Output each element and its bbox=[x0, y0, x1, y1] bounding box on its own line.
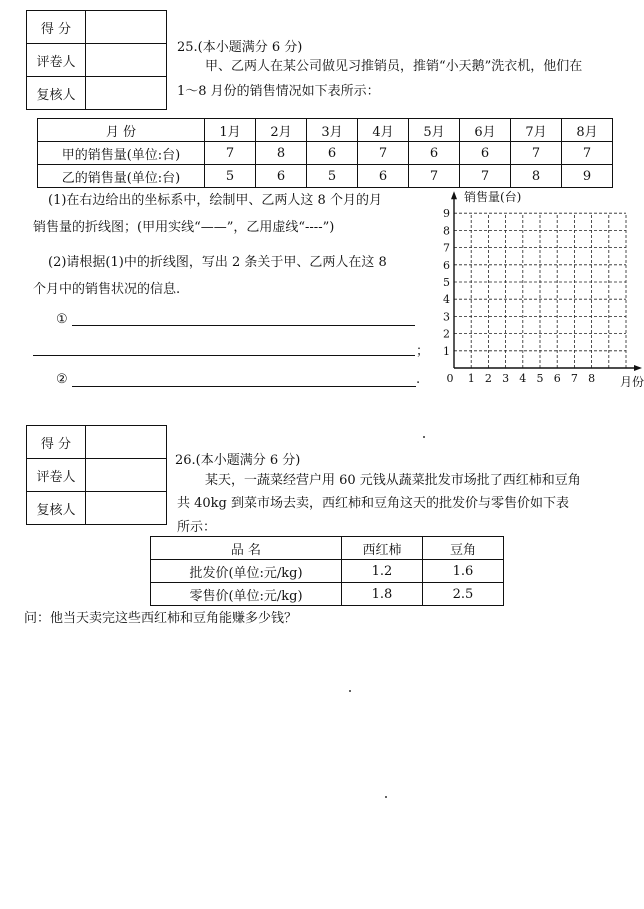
score-box-q26 bbox=[26, 425, 167, 525]
header-cell: 1月 bbox=[205, 119, 256, 142]
scan-speck bbox=[349, 690, 351, 692]
header-cell: 品 名 bbox=[151, 537, 342, 560]
q25-part1-line1: (1)在右边给出的坐标系中，绘制甲、乙两人这 8 个月的月 bbox=[48, 193, 382, 208]
table-header-row bbox=[38, 119, 613, 142]
row-label: 批发价(单位:元/kg) bbox=[151, 560, 342, 583]
header-cell: 8月 bbox=[562, 119, 613, 142]
x-tick-label: 6 bbox=[553, 372, 561, 385]
x-axis-arrow bbox=[634, 365, 642, 371]
x-axis-title: 月份 bbox=[620, 375, 644, 389]
answer2-line[interactable] bbox=[72, 386, 416, 387]
table-cell: 6 bbox=[307, 142, 358, 165]
header-cell: 4月 bbox=[358, 119, 409, 142]
reviewer-label: 复核人 bbox=[27, 492, 86, 525]
table-cell: 6 bbox=[256, 165, 307, 188]
q26-question: 问：他当天卖完这些西红柿和豆角能赚多少钱？ bbox=[24, 611, 298, 626]
y-tick-label: 7 bbox=[443, 241, 450, 255]
table-row bbox=[151, 560, 504, 583]
q26-para-line2: 共 40kg 到菜市场去卖，西红柿和豆角这天的批发价与零售价如下表 bbox=[177, 496, 570, 511]
y-tick-label: 9 bbox=[443, 207, 450, 221]
y-tick-label: 4 bbox=[443, 293, 450, 307]
scan-speck bbox=[423, 436, 425, 438]
reviewer-blank[interactable] bbox=[86, 77, 167, 110]
table-cell: 7 bbox=[358, 142, 409, 165]
header-cell: 豆角 bbox=[423, 537, 504, 560]
table-cell: 7 bbox=[460, 165, 511, 188]
q25-sales-table bbox=[37, 118, 613, 188]
scan-speck bbox=[385, 796, 387, 798]
y-axis-arrow bbox=[451, 191, 457, 199]
score-box-q25 bbox=[26, 10, 167, 110]
x-tick-label: 1 bbox=[467, 372, 475, 385]
table-cell: 5 bbox=[307, 165, 358, 188]
table-row bbox=[38, 142, 613, 165]
row-label: 甲的销售量(单位:台) bbox=[38, 142, 205, 165]
table-cell: 5 bbox=[205, 165, 256, 188]
header-cell: 3月 bbox=[307, 119, 358, 142]
x-tick-label: 5 bbox=[536, 372, 544, 385]
score-blank[interactable] bbox=[86, 11, 167, 44]
y-tick-label: 1 bbox=[443, 344, 450, 358]
answer1-semicolon: ； bbox=[416, 344, 430, 359]
x-tick-label: 2 bbox=[484, 372, 492, 385]
q26-price-table bbox=[150, 536, 504, 606]
row-label: 乙的销售量(单位:台) bbox=[38, 165, 205, 188]
coordinate-grid-chart[interactable] bbox=[428, 188, 644, 398]
score-label: 得 分 bbox=[27, 426, 86, 459]
grader-label: 评卷人 bbox=[27, 459, 86, 492]
table-header-row bbox=[151, 537, 504, 560]
y-tick-label: 3 bbox=[443, 310, 450, 324]
table-cell: 9 bbox=[562, 165, 613, 188]
origin-label: 0 bbox=[446, 372, 454, 385]
q26-heading: 26.(本小题满分 6 分) bbox=[175, 453, 301, 468]
table-cell: 6 bbox=[460, 142, 511, 165]
y-tick-label: 2 bbox=[443, 327, 450, 341]
header-cell: 7月 bbox=[511, 119, 562, 142]
table-cell: 8 bbox=[256, 142, 307, 165]
table-cell: 7 bbox=[409, 165, 460, 188]
y-tick-label: 8 bbox=[443, 224, 450, 238]
grader-label: 评卷人 bbox=[27, 44, 86, 77]
table-cell: 1.8 bbox=[342, 583, 423, 606]
table-cell: 6 bbox=[358, 165, 409, 188]
reviewer-blank[interactable] bbox=[86, 492, 167, 525]
header-cell: 6月 bbox=[460, 119, 511, 142]
reviewer-label: 复核人 bbox=[27, 77, 86, 110]
table-cell: 1.6 bbox=[423, 560, 504, 583]
q25-intro-line1: 甲、乙两人在某公司做见习推销员，推销“小天鹅”洗衣机，他们在 bbox=[205, 59, 583, 74]
y-axis-title: 销售量(台) bbox=[464, 190, 522, 205]
q26-para-line1: 某天，一蔬菜经营户用 60 元钱从蔬菜批发市场批了西红柿和豆角 bbox=[205, 473, 581, 488]
score-blank[interactable] bbox=[86, 426, 167, 459]
q26-para-line3: 所示： bbox=[177, 520, 217, 535]
answer1-line[interactable] bbox=[72, 325, 415, 326]
grader-blank[interactable] bbox=[86, 44, 167, 77]
header-cell: 5月 bbox=[409, 119, 460, 142]
row-label: 零售价(单位:元/kg) bbox=[151, 583, 342, 606]
q25-heading: 25.(本小题满分 6 分) bbox=[177, 40, 303, 55]
q25-part1-line2: 销售量的折线图；(甲用实线“——”，乙用虚线“----”) bbox=[33, 220, 335, 235]
table-row bbox=[38, 165, 613, 188]
x-tick-label: 8 bbox=[588, 372, 596, 385]
x-tick-label: 4 bbox=[519, 372, 527, 385]
score-label: 得 分 bbox=[27, 11, 86, 44]
header-cell: 月 份 bbox=[38, 119, 205, 142]
table-cell: 8 bbox=[511, 165, 562, 188]
answer2-marker: ② bbox=[56, 372, 68, 387]
x-tick-label: 7 bbox=[570, 372, 578, 385]
header-cell: 2月 bbox=[256, 119, 307, 142]
answer1-line-continued[interactable] bbox=[33, 355, 415, 356]
y-tick-label: 6 bbox=[443, 258, 450, 272]
table-cell: 7 bbox=[511, 142, 562, 165]
q25-intro-line2: 1～8 月份的销售情况如下表所示： bbox=[177, 84, 380, 99]
y-tick-label: 5 bbox=[443, 276, 450, 289]
x-tick-label: 3 bbox=[502, 372, 510, 385]
table-cell: 7 bbox=[562, 142, 613, 165]
answer1-marker: ① bbox=[56, 312, 68, 327]
table-cell: 2.5 bbox=[423, 583, 504, 606]
q25-part2-line1: (2)请根据(1)中的折线图，写出 2 条关于甲、乙两人在这 8 bbox=[48, 255, 387, 270]
grader-blank[interactable] bbox=[86, 459, 167, 492]
answer2-period: . bbox=[416, 372, 421, 387]
table-cell: 1.2 bbox=[342, 560, 423, 583]
table-cell: 6 bbox=[409, 142, 460, 165]
header-cell: 西红柿 bbox=[342, 537, 423, 560]
table-row bbox=[151, 583, 504, 606]
table-cell: 7 bbox=[205, 142, 256, 165]
q25-part2-line2: 个月中的销售状况的信息. bbox=[33, 282, 181, 297]
